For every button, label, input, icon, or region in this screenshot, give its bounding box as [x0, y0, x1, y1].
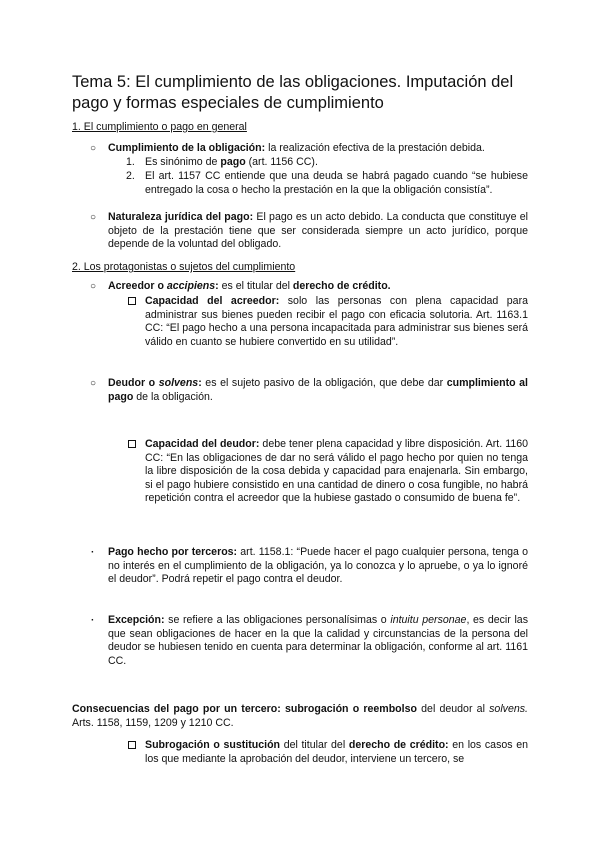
capacidad-acreedor-text: solo las personas con plena capacidad para administrar sus bienes pueden recibir el pago con eficacia solutoria. Art. 1163.1 CC: “El pago hecho a una persona incapacitada para administrar sus bienes será válido en cuanto se hubiere convertido en su utilidad”. [145, 295, 528, 348]
deudor-item [108, 377, 528, 404]
sinonimo-pago-text [145, 156, 528, 170]
list-number-2: 2. [126, 170, 135, 182]
art1157-text: El art. 1157 CC entiende que una deuda se habrá pagado cuando “se hubiese entregado la cosa o hecho la prestación en la que la obligación consistía”. [145, 170, 528, 196]
subrogacion-bold: derecho de crédito: [348, 739, 449, 751]
term-excepcion: Excepción: [108, 614, 165, 626]
consecuencias-bold: Consecuencias del pago por un tercero: subrogación o reembolso [72, 703, 417, 715]
terceros-text: art. 1158.1: “Puede hacer el pago cualquier persona, tenga o no interés en el cumplimiento de la obligación, ya lo conozca y lo apruebe, o ya lo ignoré el deudor”. Podrá repetir el pago contra el deudor. [108, 546, 528, 586]
capacidad-deudor-text: debe tener plena capacidad y libre disposición. Art. 1160 CC: “En las obligaciones de dar no será válido el pago hecho por quien no tenga la libre disposición de la cosa debida y capacidad para enajenarla. Sin embargo, si el pago hubiere consistido en una cantidad de dinero o cosa fungible, no habrá repetición contra el acreedor que la hubiese gastado o consumido de buena fe”. [145, 438, 528, 505]
deudor-pre: es el sujeto pasivo de la obligación, que debe dar [201, 377, 447, 389]
term-terceros: Pago hecho por terceros: [108, 546, 238, 558]
deudor-post: de la obligación. [133, 390, 213, 403]
dot-bullet-icon: · [91, 547, 95, 558]
cumplimiento-text: la realización efectiva de la prestación debida. [265, 142, 485, 154]
term-cumplimiento: Cumplimiento de la obligación: [108, 142, 266, 154]
term-accipiens: accipiens [166, 280, 216, 292]
term-colon: : [215, 280, 219, 292]
circle-bullet-icon: ○ [90, 212, 97, 223]
list-number-1: 1. [126, 156, 135, 168]
terceros-item [108, 546, 528, 587]
sub1-bold: pago [220, 156, 246, 168]
deudor-bold: cumplimiento al pago [108, 377, 529, 403]
circle-bullet-icon: ○ [90, 378, 97, 389]
sub1-post: (art. 1156 CC). [245, 156, 318, 168]
section-heading-1: 1. El cumplimiento o pago en general [72, 121, 247, 133]
square-bullet-icon [128, 440, 136, 448]
excepcion-item [108, 614, 528, 668]
dot-bullet-icon: · [91, 615, 95, 626]
square-bullet-icon [128, 297, 136, 305]
capacidad-acreedor-item [145, 295, 528, 349]
term-subrogacion: Subrogación o sustitución [145, 739, 281, 751]
acreedor-bold: derecho de crédito. [292, 280, 391, 292]
naturaleza-text: El pago es un acto debido. La conducta que constituye el objeto de la prestación tiene que ser considerada siempre un acto jurídico, porque depende de la voluntad del obligado. [108, 211, 528, 251]
cumplimiento-item [108, 142, 528, 156]
section-heading-2: 2. Los protagonistas o sujetos del cumplimiento [72, 261, 296, 273]
capacidad-deudor-item [145, 438, 528, 506]
term-colon: : [198, 377, 202, 389]
acreedor-item [108, 280, 528, 294]
consecuencias-italic: solvens. [489, 703, 528, 715]
consecuencias-post: Arts. 1158, 1159, 1209 y 1210 CC. [72, 716, 234, 729]
document-title: Tema 5: El cumplimiento de las obligaciones. Imputación del pago y formas especiales de cumplimiento [72, 73, 514, 112]
term-solvens: solvens [158, 377, 199, 389]
consecuencias-pre: del deudor al [416, 703, 490, 715]
term-deudor: Deudor o [108, 377, 159, 389]
square-bullet-icon [128, 741, 136, 749]
consecuencias-paragraph [72, 703, 528, 730]
term-naturaleza: Naturaleza jurídica del pago: [108, 211, 254, 223]
acreedor-pre: es el titular del [218, 280, 293, 292]
circle-bullet-icon: ○ [90, 281, 97, 292]
subrogacion-pre: del titular del [280, 739, 349, 751]
subrogacion-post: en los casos en los que mediante la aprobación del deudor, interviene un tercero, se [145, 739, 529, 765]
term-capacidad-acreedor: Capacidad del acreedor: [145, 295, 280, 307]
excepcion-pre: se refiere a las obligaciones personalísimas o [164, 614, 391, 626]
subrogacion-item [145, 739, 528, 766]
circle-bullet-icon: ○ [90, 143, 97, 154]
excepcion-post: , es decir las que sean obligaciones de hacer en la que la calidad y circunstancias de la persona del deudor se hubiesen tenido en cuenta para determinar la obligación, conforme al art. 1161 CC. [108, 614, 528, 667]
excepcion-italic: intuitu personae [390, 614, 467, 626]
term-acreedor: Acreedor o [108, 280, 167, 292]
term-capacidad-deudor: Capacidad del deudor: [145, 438, 260, 450]
sub1-pre: Es sinónimo de [145, 156, 221, 168]
naturaleza-item [108, 211, 528, 252]
